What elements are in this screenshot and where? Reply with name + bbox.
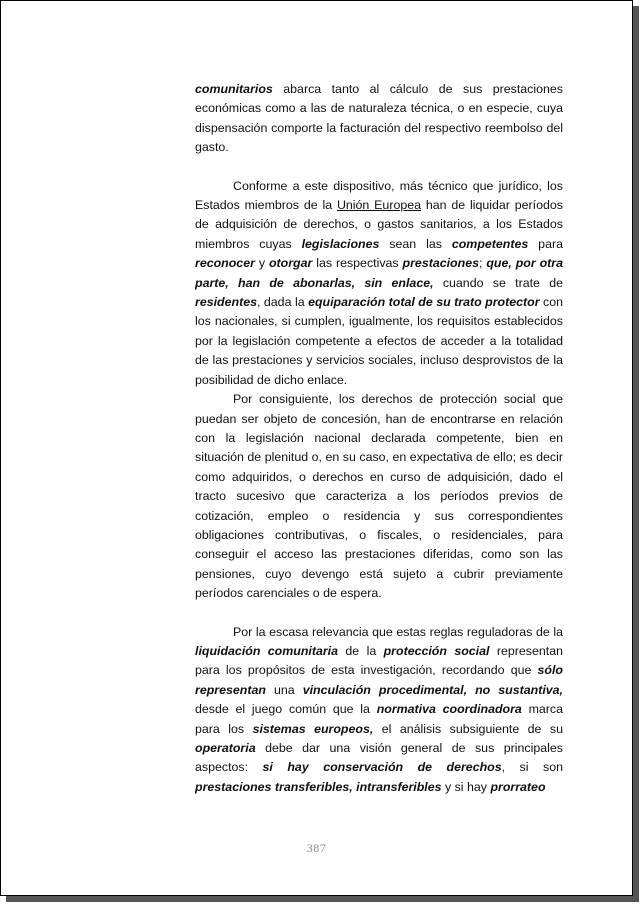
page-number: 387: [306, 841, 327, 855]
paragraph-3: [195, 390, 563, 603]
text-run: han de liquidar períodos de adquisición de derechos, o gastos sanitarios, a los Estados miembros cuyas: [195, 198, 563, 251]
text-run: el análisis subsiguiente de su: [373, 721, 563, 736]
body-text: [195, 80, 563, 797]
text-run: , si son: [501, 760, 563, 775]
text-run: ;: [478, 256, 487, 271]
text-run: con los nacionales, si cumplen, igualmente, los requisitos establecidos por la legislación competente a efectos de acceder a la totalidad de las prestaciones y servicios sociales, incluso desprovistos de la posibilidad de dicho enlace.: [195, 295, 563, 387]
text-run: desde el juego común que la: [195, 702, 377, 717]
paragraph-4: [195, 623, 563, 798]
underlined-text: Unión Europea: [336, 198, 422, 213]
paragraph-1: [195, 80, 563, 158]
text-run: una: [265, 682, 303, 697]
emphasis-text: que, por otra parte, han de abonarlas, sin enlace,: [195, 256, 563, 290]
emphasis-text: prorrateo: [490, 779, 546, 794]
text-run: para: [528, 236, 563, 251]
text-run: , dada la: [256, 295, 309, 310]
text-run: y si hay: [441, 779, 491, 794]
emphasis-text: residentes: [195, 295, 257, 310]
emphasis-text: sólo representan: [195, 663, 563, 697]
emphasis-text: competentes: [451, 236, 529, 251]
text-run: y: [254, 256, 269, 271]
emphasis-text: prestaciones: [402, 256, 479, 271]
emphasis-text: protección social: [383, 643, 490, 658]
text-run: abarca tanto al cálculo de sus prestaciones económicas como a las de naturaleza técnica, o en especie, cuya dispensación comporte la facturación del respectivo reembolso del gasto.: [195, 82, 563, 155]
text-run: sean las: [379, 236, 452, 251]
text-run: marca para los: [195, 702, 563, 736]
text-run: Por la escasa relevancia que estas reglas reguladoras de la: [233, 624, 563, 639]
emphasis-text: comunitarios: [195, 82, 273, 96]
text-run: de la: [338, 643, 384, 658]
emphasis-text: legislaciones: [301, 236, 380, 251]
emphasis-text: equiparación total de su trato protector: [308, 295, 540, 310]
text-run: Por consiguiente, los derechos de protección social que puedan ser objeto de concesión, han de encontrarse en relación con la legislación nacional declarada competente, bien en situación de plenitud o, en su caso, en expectativa de ello; es decir como adquiridos, o derechos en curso de adquisición, dado el tracto sucesivo que caracteriza a los períodos previos de cotización, empleo o residencia y sus correspondientes obligaciones contributivas, o fiscales, o residenciales, para conseguir el acceso las prestaciones diferidas, como son las pensiones, cuyo devengo está sujeto a cubrir previamente períodos carenciales o de espera.: [195, 392, 563, 601]
text-run: cuando se trate de: [433, 275, 563, 290]
text-run: las respectivas: [312, 256, 403, 271]
emphasis-text: prestaciones transferibles, intransferibles: [195, 779, 442, 794]
emphasis-text: vinculación procedimental, no sustantiva,: [302, 682, 563, 697]
paragraph-2: [195, 177, 563, 390]
text-run: representan para los propósitos de esta investigación, recordando que: [195, 643, 563, 678]
emphasis-text: si hay conservación de derechos: [262, 760, 502, 775]
emphasis-text: sistemas europeos,: [252, 721, 374, 736]
emphasis-text: reconocer: [195, 256, 255, 271]
emphasis-text: liquidación comunitaria: [195, 643, 339, 658]
emphasis-text: normativa coordinadora: [376, 702, 522, 717]
emphasis-text: otorgar: [268, 256, 313, 271]
emphasis-text: operatoria: [195, 741, 256, 755]
text-run: debe dar una visión general de sus principales aspectos:: [195, 741, 563, 775]
text-run: Conforme a este dispositivo, más técnico que jurídico, los Estados miembros de la: [195, 178, 563, 213]
